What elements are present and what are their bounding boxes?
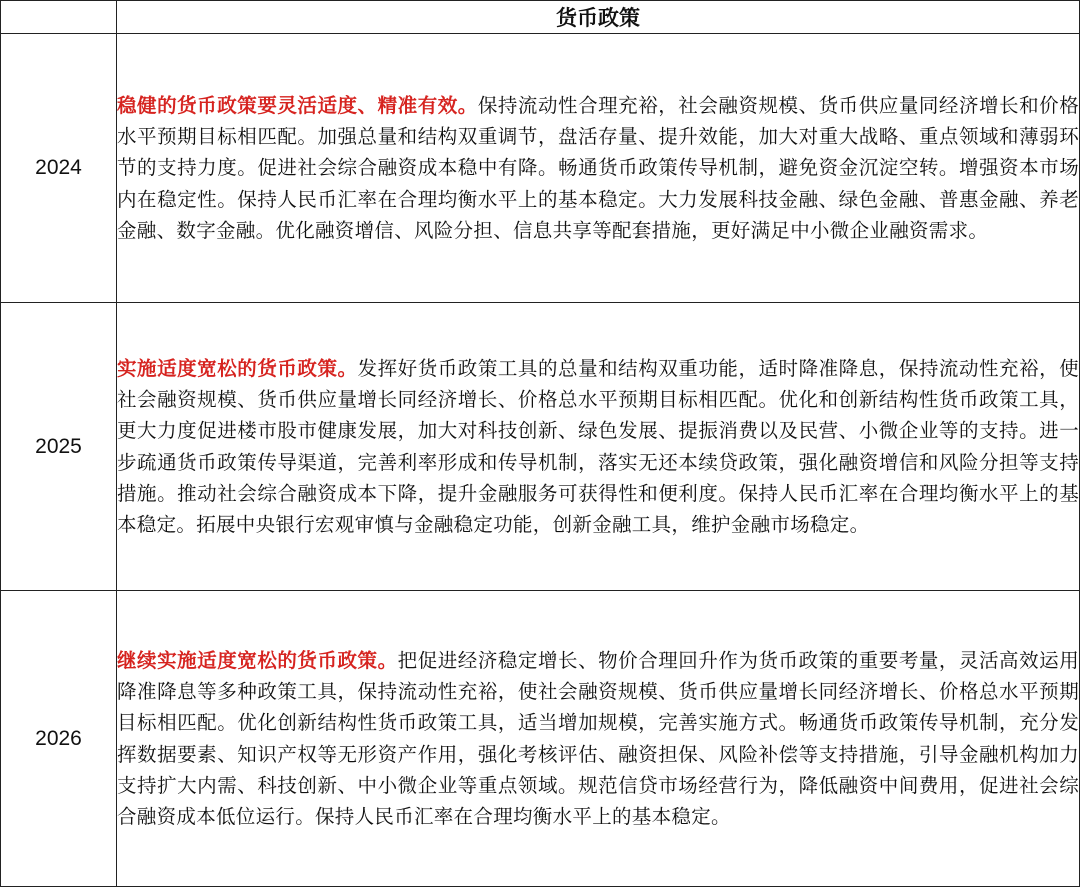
policy-text-cell <box>117 34 1080 303</box>
year-cell: 2024 <box>1 34 117 303</box>
policy-headline: 稳健的货币政策要灵活适度、精准有效。 <box>117 93 478 117</box>
header-title: 货币政策 <box>117 1 1080 34</box>
table-row <box>1 303 1080 591</box>
policy-text-cell <box>117 303 1080 591</box>
table-row <box>1 34 1080 303</box>
policy-text-cell <box>117 591 1080 887</box>
policy-headline: 实施适度宽松的货币政策。 <box>117 356 358 380</box>
header-row <box>1 1 1080 34</box>
policy-body: 发挥好货币政策工具的总量和结构双重功能，适时降准降息，保持流动性充裕，使社会融资规模、货币供应量增长同经济增长、价格总水平预期目标相匹配。优化和创新结构性货币政策工具，更大力度促进楼市股市健康发展，加大对科技创新、绿色发展、提振消费以及民营、小微企业等的支持。进一步疏通货币政策传导渠道，完善利率形成和传导机制，落实无还本续贷政策，强化融资增信和风险分担等支持措施。推动社会综合融资成本下降，提升金融服务可获得性和便利度。保持人民币汇率在合理均衡水平上的基本稳定。拓展中央银行宏观审慎与金融稳定功能，创新金融工具，维护金融市场稳定。 <box>117 356 1079 537</box>
policy-headline: 继续实施适度宽松的货币政策。 <box>117 648 398 672</box>
policy-body: 把促进经济稳定增长、物价合理回升作为货币政策的重要考量，灵活高效运用降准降息等多种政策工具，保持流动性充裕，使社会融资规模、货币供应量增长同经济增长、价格总水平预期目标相匹配。优化创新结构性货币政策工具，适当增加规模，完善实施方式。畅通货币政策传导机制，充分发挥数据要素、知识产权等无形资产作用，强化考核评估、融资担保、风险补偿等支持措施，引导金融机构加力支持扩大内需、科技创新、中小微企业等重点领域。规范信贷市场经营行为，降低融资中间费用，促进社会综合融资成本低位运行。保持人民币汇率在合理均衡水平上的基本稳定。 <box>117 648 1079 829</box>
header-year-cell <box>1 1 117 34</box>
table-row <box>1 591 1080 887</box>
policy-body: 保持流动性合理充裕，社会融资规模、货币供应量同经济增长和价格水平预期目标相匹配。加强总量和结构双重调节，盘活存量、提升效能，加大对重大战略、重点领域和薄弱环节的支持力度。促进社会综合融资成本稳中有降。畅通货币政策传导机制，避免资金沉淀空转。增强资本市场内在稳定性。保持人民币汇率在合理均衡水平上的基本稳定。大力发展科技金融、绿色金融、普惠金融、养老金融、数字金融。优化融资增信、风险分担、信息共享等配套措施，更好满足中小微企业融资需求。 <box>117 93 1079 242</box>
year-cell: 2025 <box>1 303 117 591</box>
year-cell: 2026 <box>1 591 117 887</box>
